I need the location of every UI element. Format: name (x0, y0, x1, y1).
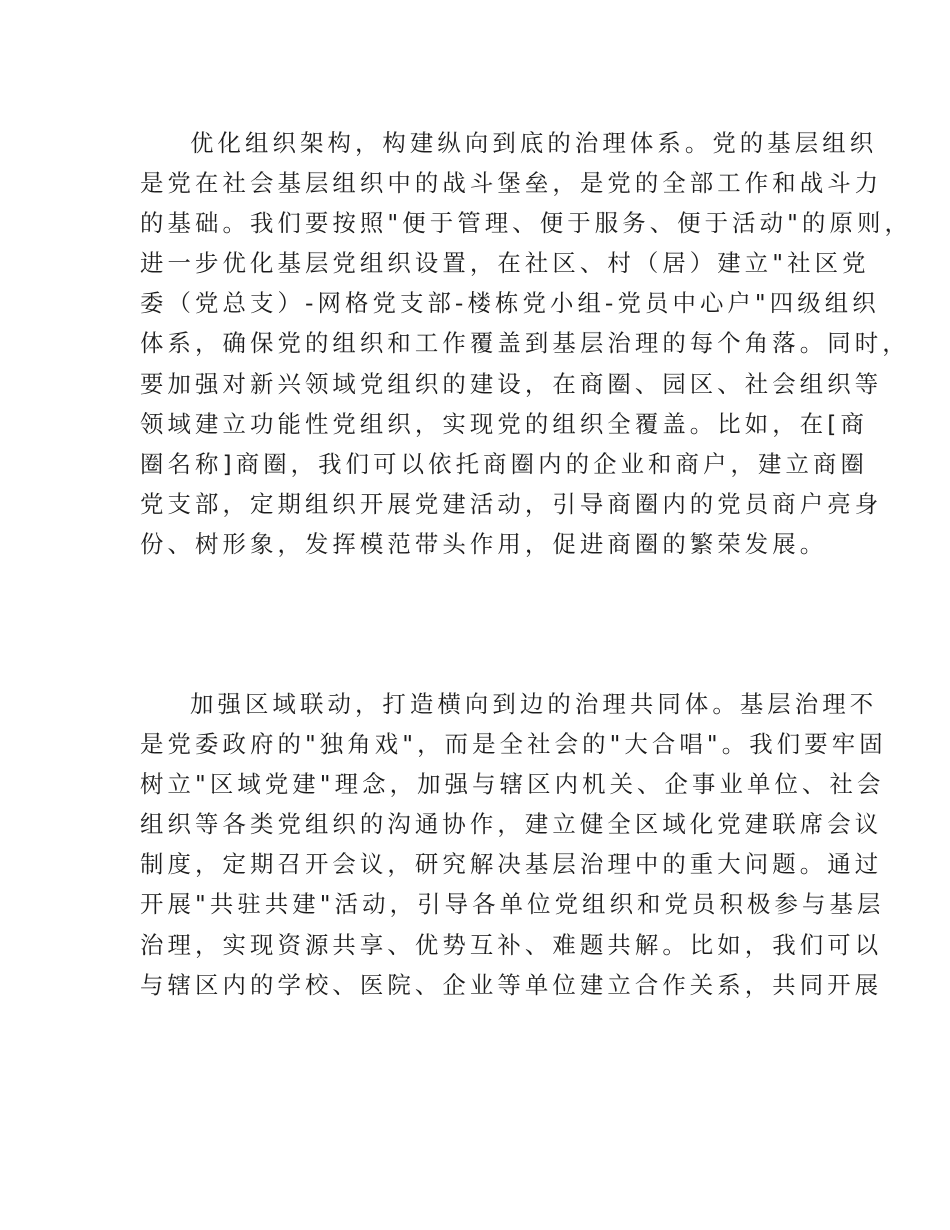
text-line: 开展"共驻共建"活动，引导各单位党组织和党员积极参与基层 (140, 890, 885, 919)
text-line: 树立"区域党建"理念，加强与辖区内机关、企事业单位、社会 (140, 770, 885, 799)
text-line: 治理，实现资源共享、优势互补、难题共解。比如，我们可以 (140, 930, 883, 959)
text-line: 圈名称]商圈，我们可以依托商圈内的企业和商户，建立商圈 (140, 449, 868, 478)
text-line: 加强区域联动，打造横向到边的治理共同体。基层治理不 (190, 690, 878, 718)
paragraph-regional-linkage (140, 684, 887, 1005)
text-line: 的基础。我们要按照"便于管理、便于服务、便于活动"的原则， (140, 209, 912, 238)
text-line: 进一步优化基层党组织设置，在社区、村（居）建立"社区党 (140, 249, 870, 278)
text-line: 份、树形象，发挥模范带头作用，促进商圈的繁荣发展。 (140, 529, 828, 558)
paragraph-organization-structure (140, 123, 912, 564)
text-line: 制度，定期召开会议，研究解决基层治理中的重大问题。通过 (140, 850, 883, 879)
text-line: 是党委政府的"独角戏"，而是全社会的"大合唱"。我们要牢固 (140, 730, 887, 759)
text-line: 体系，确保党的组织和工作覆盖到基层治理的每个角落。同时， (140, 329, 910, 358)
text-line: 优化组织架构，构建纵向到底的治理体系。党的基层组织 (190, 129, 878, 157)
text-line: 组织等各类党组织的沟通协作，建立健全区域化党建联席会议 (140, 810, 883, 839)
text-line: 党支部，定期组织开展党建活动，引导商圈内的党员商户亮身 (140, 489, 883, 518)
text-line: 是党在社会基层组织中的战斗堡垒，是党的全部工作和战斗力 (140, 169, 883, 198)
text-line: 要加强对新兴领域党组织的建设，在商圈、园区、社会组织等 (140, 369, 883, 398)
text-line: 委（党总支）-网格党支部-楼栋党小组-党员中心户"四级组织 (140, 289, 880, 318)
text-line: 领域建立功能性党组织，实现党的组织全覆盖。比如，在[商 (140, 409, 868, 438)
text-line: 与辖区内的学校、医院、企业等单位建立合作关系，共同开展 (140, 970, 883, 999)
